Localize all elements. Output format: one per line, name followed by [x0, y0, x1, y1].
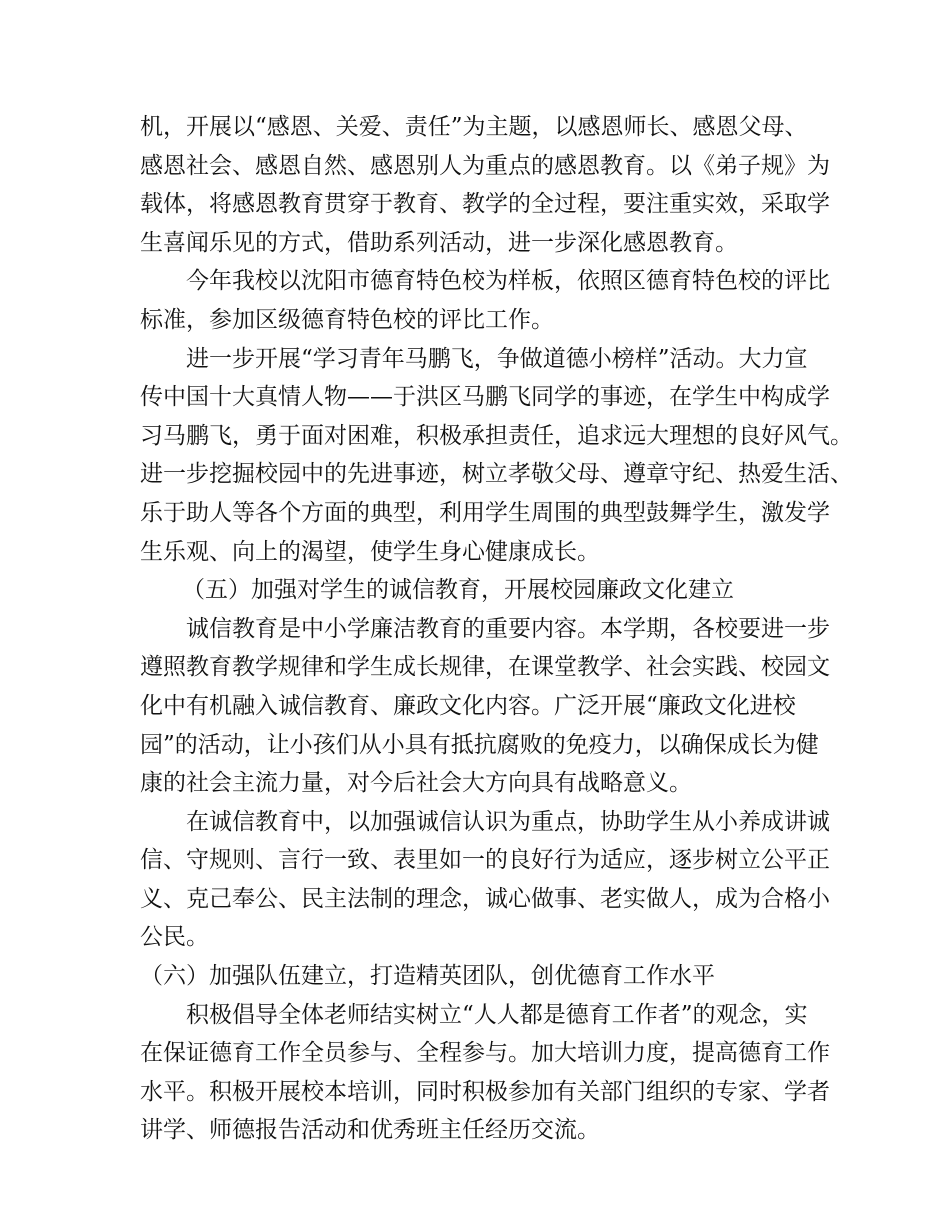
text-line: 习马鹏飞，勇于面对困难，积极承担责任，追求远大理想的良好风气。 [140, 422, 853, 449]
text-line: 信、守规则、言行一致、表里如一的良好行为适应，逐步树立公平正 [140, 847, 830, 874]
text-line: 义、克己奉公、民主法制的理念，诚心做事、老实做人，成为合格小 [140, 885, 830, 912]
paragraph-first-line: 诚信教育是中小学廉洁教育的重要内容。本学期，各校要进一步 [186, 615, 830, 642]
text-line: 机，开展以“感恩、关爱、责任”为主题，以感恩师长、感恩父母、 [140, 114, 808, 140]
text-line: 水平。积极开展校本培训，同时积极参加有关部门组织的专家、学者 [140, 1078, 830, 1105]
text-line: 康的社会主流力量，对今后社会大方向具有战略意义。 [140, 770, 692, 797]
paragraph-first-line: 积极倡导全体老师结实树立“人人都是德育工作者”的观念，实 [186, 1001, 808, 1028]
text-line: 乐于助人等各个方面的典型，利用学生周围的典型鼓舞学生，激发学 [140, 499, 830, 526]
text-line: 化中有机融入诚信教育、廉政文化内容。广泛开展“廉政文化进校 [140, 692, 796, 719]
text-line: 在保证德育工作全员参与、全程参与。加大培训力度，提高德育工作 [140, 1040, 830, 1067]
text-line: 公民。 [140, 924, 209, 951]
text-line: 标准，参加区级德育特色校的评比工作。 [140, 306, 554, 333]
text-line: 感恩社会、感恩自然、感恩别人为重点的感恩教育。以《弟子规》为 [140, 152, 830, 179]
text-line: 生乐观、向上的渴望，使学生身心健康成长。 [140, 538, 600, 565]
section-heading: （六）加强队伍建立，打造精英团队，创优德育工作水平 [140, 963, 715, 990]
text-line: 遵照教育教学规律和学生成长规律，在课堂教学、社会实践、校园文 [140, 654, 830, 681]
section-heading: （五）加强对学生的诚信教育，开展校园廉政文化建立 [182, 577, 734, 604]
paragraph-first-line: 今年我校以沈阳市德育特色校为样板，依照区德育特色校的评比 [186, 268, 830, 295]
text-line: 传中国十大真情人物——于洪区马鹏飞同学的事迹，在学生中构成学 [140, 384, 830, 411]
paragraph-first-line: 在诚信教育中，以加强诚信认识为重点，协助学生从小养成讲诚 [186, 808, 830, 835]
text-line: 讲学、师德报告活动和优秀班主任经历交流。 [140, 1117, 600, 1144]
document-body [140, 108, 853, 1150]
paragraph-first-line: 进一步开展“学习青年马鹏飞，争做道德小榜样”活动。大力宣 [186, 345, 808, 372]
text-line: 园”的活动，让小孩们从小具有抵抗腐败的免疫力，以确保成长为健 [140, 731, 819, 758]
text-line: 载体，将感恩教育贯穿于教育、教学的全过程，要注重实效，采取学 [140, 191, 830, 218]
text-line: 进一步挖掘校园中的先进事迹，树立孝敬父母、遵章守纪、热爱生活、 [140, 461, 853, 488]
text-line: 生喜闻乐见的方式，借助系列活动，进一步深化感恩教育。 [140, 229, 738, 256]
